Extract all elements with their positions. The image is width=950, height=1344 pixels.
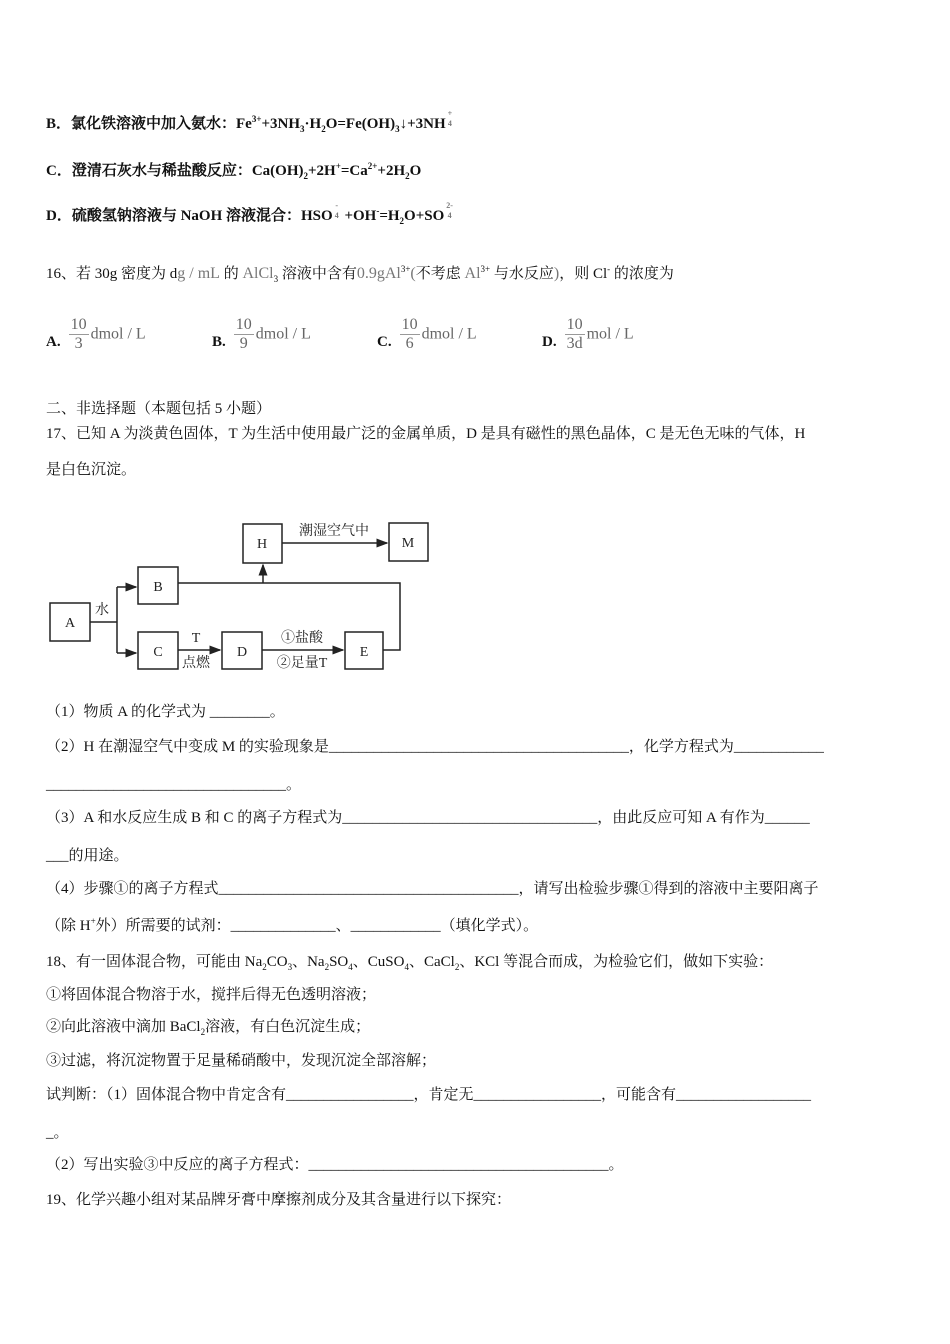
text-segment: （3）A 和水反应生成 B 和 C 的离子方程式为__________________________________，由此反应可知 A 有作为______	[46, 810, 810, 826]
text-segment: 溶液，有白色沉淀生成；	[205, 1019, 371, 1035]
fraction: $\frac{10}{6}$	[401, 316, 418, 352]
label-ignite: 点燃	[182, 656, 210, 671]
q18-step1	[46, 985, 376, 1005]
label-humid-air: 潮湿空气中	[299, 524, 369, 539]
text-segment: ___的用途。	[46, 848, 129, 864]
supscript: 3+	[480, 264, 491, 274]
supscript: +	[90, 916, 96, 926]
formula-text: g / mL	[177, 265, 220, 282]
text-segment: 是白色沉淀。	[46, 462, 137, 478]
text-segment: O	[409, 163, 422, 179]
text-segment: 溶液中含有	[278, 266, 357, 282]
text-segment: +3NH	[261, 116, 301, 132]
text-segment: _。	[46, 1125, 69, 1141]
supscript: +	[335, 161, 341, 171]
subscript: 2	[324, 962, 330, 972]
subscript: 2	[262, 962, 267, 972]
option-label: C.	[377, 334, 392, 350]
option-label: D.	[542, 334, 557, 350]
text-segment: （1）物质 A 的化学式为 ________。	[46, 704, 285, 720]
text-segment: （除 H	[46, 918, 91, 934]
text-segment: 17、已知 A 为淡黄色固体，T 为生活中使用最广泛的金属单质，D 是具有磁性的黑色晶体，C 是无色无味的气体，H	[46, 426, 806, 442]
ion-charge: + 4	[447, 108, 453, 128]
formula-text: (	[410, 265, 416, 282]
q17-part3-cont	[46, 846, 129, 866]
text-segment: 不考虑	[415, 266, 465, 282]
q18-step2	[46, 1017, 370, 1037]
text-segment: +2H	[377, 163, 406, 179]
q18-judge2	[46, 1155, 624, 1175]
formula-text: Al	[464, 265, 481, 282]
subscript: 3	[395, 124, 400, 134]
unit: mol / L	[586, 325, 634, 343]
text-segment: ↓+3NH	[399, 116, 446, 132]
fraction: $\frac{10}{3d}$	[566, 316, 583, 352]
text-segment: ·H	[304, 116, 322, 132]
subscript: 2	[321, 124, 326, 134]
label-step2: ②足量T	[276, 656, 328, 671]
ion-charge: - 4	[334, 200, 339, 220]
formula-text: )	[553, 265, 560, 282]
box-d-label: D	[236, 645, 248, 660]
fraction: $\frac{10}{3}$	[70, 316, 87, 352]
supscript: -	[376, 206, 380, 216]
text-segment: （2）写出实验③中反应的离子方程式：________________________________________。	[46, 1157, 624, 1173]
text-segment: 19、化学兴趣小组对某品牌牙膏中摩擦剂成分及其含量进行以下探究：	[46, 1192, 512, 1208]
text-segment: ③过滤，将沉淀物置于足量稀硝酸中，发现沉淀全部溶解；	[46, 1053, 437, 1069]
q17-part1	[46, 702, 285, 722]
text-segment: 18、有一固体混合物，可能由 Na	[46, 954, 263, 970]
option-label: A.	[46, 334, 61, 350]
box-h-label: H	[256, 537, 268, 552]
option-label: B.	[212, 334, 226, 350]
text-segment: B．氯化铁溶液中加入氨水：Fe	[46, 116, 252, 132]
text-segment: =H	[379, 208, 400, 224]
text-segment: 试判断：（1）固体混合物中肯定含有_________________，肯定无_________________，可能含有__________________	[46, 1087, 812, 1103]
box-c-label: C	[153, 645, 163, 660]
q17-part3	[46, 808, 810, 828]
subscript: 2	[405, 171, 410, 181]
q17-part4-cont	[46, 916, 538, 936]
q17-part4	[46, 879, 819, 899]
text-segment: ，则 Cl	[559, 266, 608, 282]
subscript: 3	[287, 962, 293, 972]
text-segment: 16、若 30g 密度为 d	[46, 266, 178, 282]
label-t: T	[191, 631, 201, 646]
formula-text: AlCl	[242, 265, 274, 282]
text-segment: 的	[219, 266, 243, 282]
box-e-label: E	[359, 645, 369, 660]
subscript: 2	[399, 216, 405, 226]
q18-step3	[46, 1051, 436, 1071]
box-m-label: M	[401, 536, 415, 551]
box-a-label: A	[64, 616, 76, 631]
q17-part2-cont	[46, 775, 301, 795]
text-segment: 二、非选择题（本题包括 5 小题）	[46, 401, 272, 417]
text-segment: （2）H 在潮湿空气中变成 M 的实验现象是________________________________________，化学方程式为____________	[46, 739, 824, 755]
text-segment: 、CuSO	[352, 954, 405, 970]
text-segment: ①将固体混合物溶于水，搅拌后得无色透明溶液；	[46, 987, 377, 1003]
text-segment: SO	[329, 954, 349, 970]
supscript: 2+	[367, 161, 378, 171]
text-segment: O=Fe(OH)	[325, 116, 396, 132]
supscript: 3+	[400, 264, 411, 274]
text-segment: +OH	[340, 208, 377, 224]
fraction: $\frac{10}{9}$	[235, 316, 252, 352]
label-step1: ①盐酸	[281, 631, 323, 646]
text-segment: ________________________________。	[46, 777, 302, 793]
question-19-stem	[46, 1190, 511, 1210]
label-water: 水	[95, 603, 109, 618]
box-b-label: B	[153, 580, 163, 595]
text-segment: =Ca	[340, 163, 368, 179]
text-segment: C．澄清石灰水与稀盐酸反应：Ca(OH)	[46, 163, 304, 179]
supscript: -	[607, 264, 611, 274]
text-segment: CO	[266, 954, 288, 970]
text-segment: ②向此溶液中滴加 BaCl	[46, 1019, 201, 1035]
unit: dmol / L	[255, 325, 311, 343]
subscript: 2	[200, 1027, 206, 1037]
question-18-stem	[46, 952, 773, 972]
unit: dmol / L	[421, 325, 477, 343]
subscript: 2	[454, 962, 460, 972]
text-segment: 、Na	[292, 954, 325, 970]
text-segment: 外）所需要的试剂：______________、____________（填化学式）。	[95, 918, 539, 934]
text-segment: +2H	[308, 163, 336, 179]
subscript: 3	[273, 274, 279, 284]
text-segment: 、KCl 等混合而成，为检验它们，做如下实验：	[459, 954, 774, 970]
text-segment: 的浓度为	[610, 266, 674, 282]
q17-part2	[46, 737, 824, 757]
text-segment: D．硫酸氢钠溶液与 NaOH 溶液混合：HSO	[46, 208, 333, 224]
text-segment: 、CaCl	[408, 954, 455, 970]
q18-judge1-cont	[46, 1123, 69, 1143]
text-segment: 与水反应	[490, 266, 554, 282]
q18-judge1	[46, 1085, 811, 1105]
subscript: 3	[300, 124, 305, 134]
text-segment: （4）步骤①的离子方程式________________________________________，请写出检验步骤①得到的溶液中主要阳离子	[46, 881, 819, 897]
unit: dmol / L	[90, 325, 146, 343]
ion-charge: 2- 4	[446, 200, 453, 220]
text-segment: O+SO	[404, 208, 445, 224]
supscript: 3+	[251, 114, 262, 124]
subscript: 2	[303, 171, 308, 181]
subscript: 4	[404, 962, 409, 972]
formula-text: 0.9gAl	[356, 265, 401, 282]
subscript: 4	[348, 962, 353, 972]
